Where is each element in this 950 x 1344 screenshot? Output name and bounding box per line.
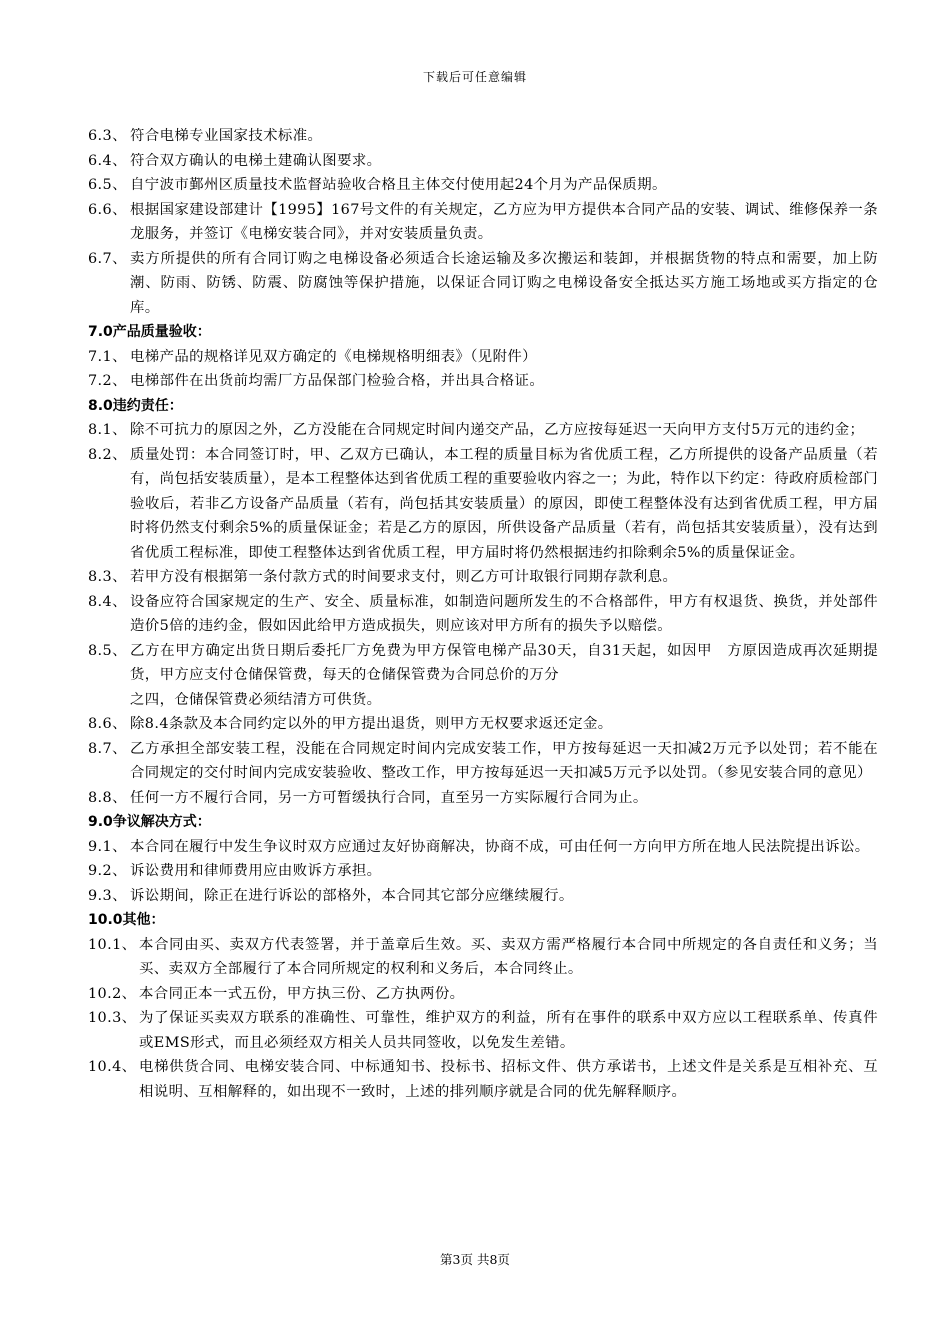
clause-number: 6.5、 xyxy=(88,177,127,193)
document-body xyxy=(88,124,878,1104)
page-header: 下载后可任意编辑 xyxy=(422,70,527,84)
clause-number: 10.1、 xyxy=(88,936,137,953)
clause-number: 6.3、 xyxy=(88,128,127,144)
section-heading-7: 7.0产品质量验收： xyxy=(88,324,211,340)
clause-8-6 xyxy=(88,712,878,737)
clause-6-5 xyxy=(88,173,878,198)
clause-number: 6.7、 xyxy=(88,250,127,267)
clause-text: 诉讼期间，除正在进行诉讼的部格外，本合同其它部分应继续履行。 xyxy=(130,887,574,904)
clause-7-1 xyxy=(88,345,878,370)
clause-number: 8.7、 xyxy=(88,740,127,757)
clause-text: 本合同正本一式五份，甲方执三份、乙方执两份。 xyxy=(139,985,465,1002)
clause-text: 自宁波市鄞州区质量技术监督站验收合格且主体交付使用起24个月为产品保质期。 xyxy=(130,177,667,193)
clause-number: 9.1、 xyxy=(88,838,127,855)
clause-8-4 xyxy=(88,590,878,639)
clause-number: 8.8、 xyxy=(88,789,127,806)
clause-text: 符合双方确认的电梯土建确认图要求。 xyxy=(130,152,382,169)
clause-text: 设备应符合国家规定的生产、安全、质量标准，如制造问题所发生的不合格部件，甲方有权退货、换货，并处部件造价5倍的违约金，假如因此给甲方造成损失，则应该对甲方所有的损失予以赔偿。 xyxy=(130,593,878,634)
clause-6-4 xyxy=(88,149,878,174)
clause-number: 6.6、 xyxy=(88,201,127,218)
clause-8-5-continuation: 之四，仓储保管费必须结清方可供货。 xyxy=(130,691,382,708)
clause-number: 7.2、 xyxy=(88,373,127,389)
clause-text: 电梯供货合同、电梯安装合同、中标通知书、投标书、招标文件、供方承诺书，上述文件是关系是互相补充、互相说明、互相解释的，如出现不一致时，上述的排列顺序就是合同的优先解释顺序。 xyxy=(139,1059,878,1100)
clause-number: 8.6、 xyxy=(88,716,127,732)
clause-text: 质量处罚：本合同签订时，甲、乙双方已确认，本工程的质量目标为省优质工程，乙方所提供的设备产品质量（若有，尚包括安装质量），是本工程整体达到省优质工程的重要验收内容之一；为此，特作以下约定：待政府质检部门验收后，若非乙方设备产品质量（若有，尚包括其安装质量）的原因，即使工程整体没有达到省优质工程，甲方届时将仍然支付剩余5%的质量保证金；若是乙方的原因，所供设备产品质量（若有，尚包括其安装质量），没有达到省优质工程标准，即使工程整体达到省优质工程，甲方届时将仍然根据违约扣除剩余5%的质量保证金。 xyxy=(130,446,878,561)
clause-text: 电梯部件在出货前均需厂方品保部门检验合格，并出具合格证。 xyxy=(130,373,545,389)
clause-7-2 xyxy=(88,369,878,394)
clause-10-3 xyxy=(88,1006,878,1055)
clause-number: 7.1、 xyxy=(88,348,127,365)
page-footer: 第3页 共8页 xyxy=(440,1252,510,1267)
clause-text: 本合同在履行中发生争议时双方应通过友好协商解决，协商不成，可由任何一方向甲方所在地人民法院提出诉讼。 xyxy=(130,838,870,855)
clause-text: 任何一方不履行合同，另一方可暂缓执行合同，直至另一方实际履行合同为止。 xyxy=(130,789,648,806)
clause-number: 8.3、 xyxy=(88,569,127,585)
clause-number: 9.2、 xyxy=(88,863,127,879)
clause-9-2 xyxy=(88,859,878,884)
clause-8-5 xyxy=(88,639,878,688)
clause-8-3 xyxy=(88,565,878,590)
clause-number: 10.2、 xyxy=(88,985,137,1002)
clause-9-1 xyxy=(88,835,878,860)
clause-text: 根据国家建设部建计【1995】167号文件的有关规定，乙方应为甲方提供本合同产品的安装、调试、维修保养一条龙服务，并签订《电梯安装合同》，并对安装质量负责。 xyxy=(130,201,878,242)
clause-text: 为了保证买卖双方联系的准确性、可靠性，维护双方的利益，所有在事件的联系中双方应以工程联系单、传真件或EMS形式，而且必须经双方相关人员共同签收，以免发生差错。 xyxy=(139,1010,878,1051)
clause-number: 8.5、 xyxy=(88,642,127,659)
clause-10-4 xyxy=(88,1055,878,1104)
clause-text: 卖方所提供的所有合同订购之电梯设备必须适合长途运输及多次搬运和装卸，并根据货物的特点和需要，加上防潮、防雨、防锈、防震、防腐蚀等保护措施，以保证合同订购之电梯设备安全抵达买方施工场地或买方指定的仓库。 xyxy=(130,250,878,316)
clause-8-8 xyxy=(88,786,878,811)
clause-6-7 xyxy=(88,247,878,321)
clause-9-3 xyxy=(88,884,878,909)
clause-8-7 xyxy=(88,737,878,786)
clause-8-1 xyxy=(88,418,878,443)
section-heading-9: 9.0争议解决方式： xyxy=(88,814,211,830)
clause-10-1 xyxy=(88,933,878,982)
clause-number: 6.4、 xyxy=(88,152,127,169)
section-heading-8: 8.0违约责任： xyxy=(88,397,183,414)
clause-number: 8.2、 xyxy=(88,446,127,463)
section-heading-10: 10.0其他： xyxy=(88,912,165,928)
clause-text: 乙方在甲方确定出货日期后委托厂方免费为甲方保管电梯产品30天，自31天起，如因甲 方原因造成再次延期提货，甲方应支付仓储保管费，每天的仓储保管费为合同总价的万分 xyxy=(130,642,878,683)
clause-text: 符合电梯专业国家技术标准。 xyxy=(130,128,323,144)
clause-text: 乙方承担全部安装工程，没能在合同规定时间内完成安装工作，甲方按每延迟一天扣减2万元予以处罚；若不能在合同规定的交付时间内完成安装验收、整改工作，甲方按每延迟一天扣减5万元予以处罚。（参见安装合同的意见） xyxy=(130,740,878,781)
clause-text: 诉讼费用和律师费用应由败诉方承担。 xyxy=(130,863,382,879)
clause-text: 除不可抗力的原因之外，乙方没能在合同规定时间内递交产品，乙方应按每延迟一天向甲方支付5万元的违约金； xyxy=(130,422,865,438)
clause-number: 8.4、 xyxy=(88,593,127,610)
clause-number: 10.3、 xyxy=(88,1010,137,1026)
clause-text: 除8.4条款及本合同约定以外的甲方提出退货，则甲方无权要求返还定金。 xyxy=(130,716,613,732)
clause-8-2 xyxy=(88,443,878,566)
clause-number: 8.1、 xyxy=(88,422,127,438)
clause-6-6 xyxy=(88,198,878,247)
clause-text: 本合同由买、卖双方代表签署，并于盖章后生效。买、卖双方需严格履行本合同中所规定的各自责任和义务；当买、卖双方全部履行了本合同所规定的权利和义务后，本合同终止。 xyxy=(139,936,878,977)
clause-10-2 xyxy=(88,982,878,1007)
clause-number: 9.3、 xyxy=(88,887,127,904)
clause-text: 若甲方没有根据第一条付款方式的时间要求支付，则乙方可计取银行同期存款利息。 xyxy=(130,569,678,585)
clause-text: 电梯产品的规格详见双方确定的《电梯规格明细表》（见附件） xyxy=(130,348,537,365)
clause-6-3 xyxy=(88,124,878,149)
clause-number: 10.4、 xyxy=(88,1059,137,1075)
